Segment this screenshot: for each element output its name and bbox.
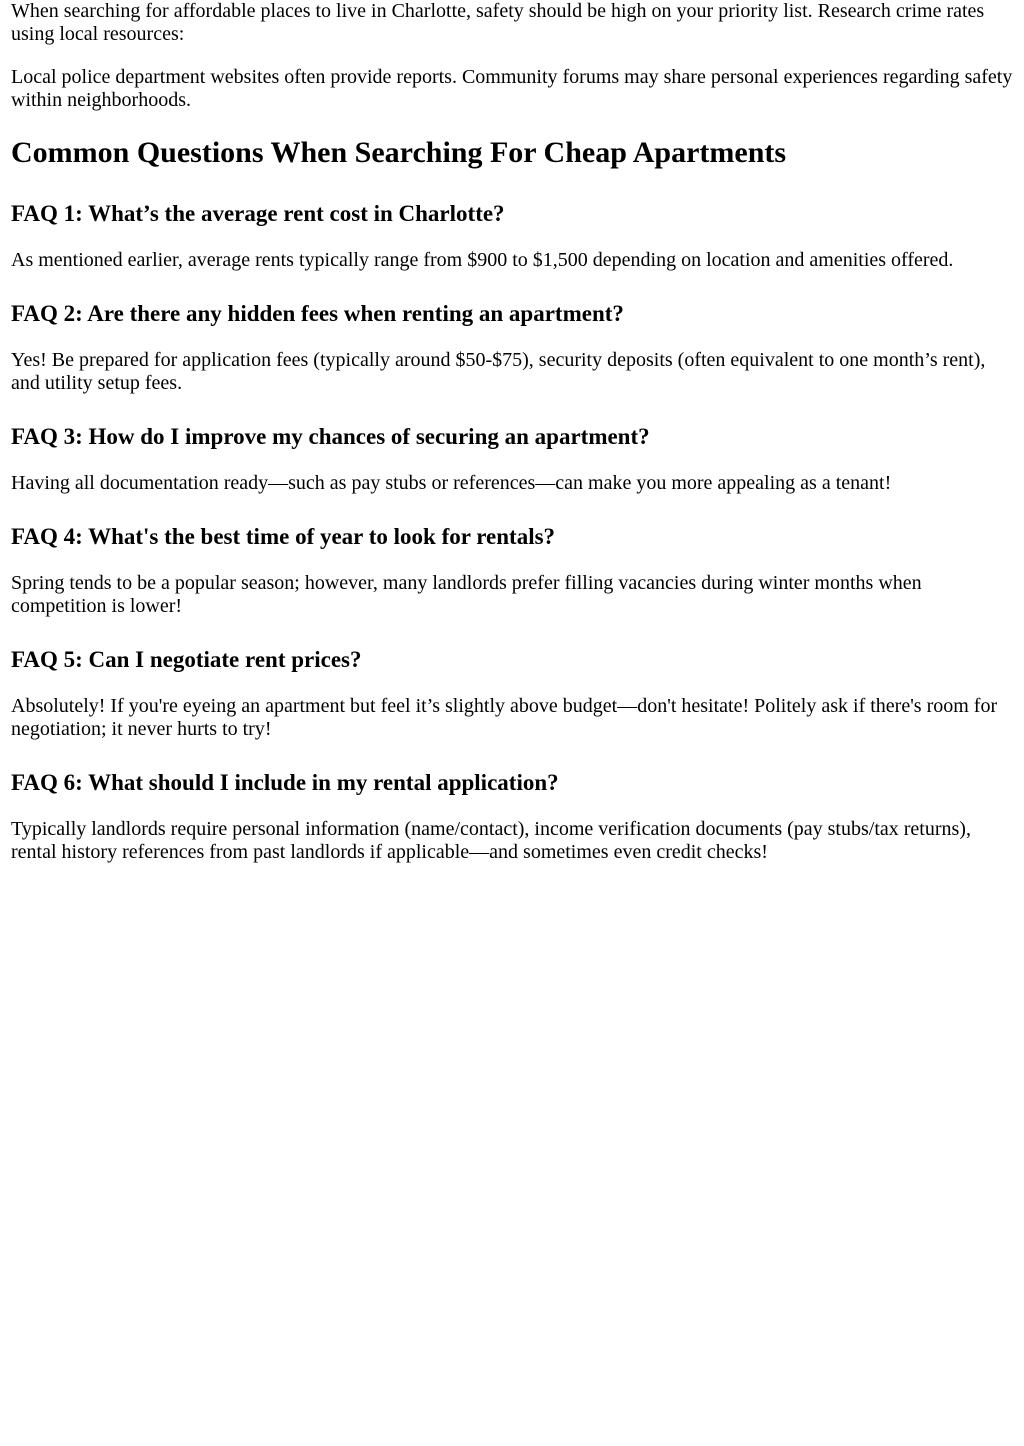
faq-answer: As mentioned earlier, average rents typically range from $900 to $1,500 depending on location and amenities offered. bbox=[11, 249, 954, 271]
faq-item bbox=[11, 769, 1013, 864]
faq-list bbox=[11, 200, 1013, 864]
faq-question: FAQ 3: How do I improve my chances of securing an apartment? bbox=[11, 424, 650, 449]
faq-question: FAQ 4: What's the best time of year to look for rentals? bbox=[11, 524, 556, 549]
intro-paragraph: Local police department websites often provide reports. Community forums may share personal experiences regarding safety within neighborhoods. bbox=[11, 66, 1013, 111]
faq-question: FAQ 2: Are there any hidden fees when renting an apartment? bbox=[11, 301, 624, 326]
faq-question: FAQ 1: What’s the average rent cost in Charlotte? bbox=[11, 201, 505, 226]
faq-item bbox=[11, 300, 1013, 395]
faq-answer: Yes! Be prepared for application fees (typically around $50-$75), security deposits (often equivalent to one month’s rent), and utility setup fees. bbox=[11, 349, 986, 394]
section-heading: Common Questions When Searching For Cheap Apartments bbox=[11, 136, 787, 169]
faq-item bbox=[11, 200, 1013, 272]
faq-answer: Spring tends to be a popular season; however, many landlords prefer filling vacancies during winter months when competition is lower! bbox=[11, 572, 922, 617]
faq-answer: Absolutely! If you're eyeing an apartment but feel it’s slightly above budget—don't hesitate! Politely ask if there's room for negotiation; it never hurts to try! bbox=[11, 695, 998, 740]
faq-item bbox=[11, 646, 1013, 741]
faq-answer: Having all documentation ready—such as pay stubs or references—can make you more appealing as a tenant! bbox=[11, 472, 892, 494]
faq-answer: Typically landlords require personal information (name/contact), income verification documents (pay stubs/tax returns), rental history references from past landlords if applicable—and sometimes even credit checks! bbox=[11, 818, 971, 863]
faq-item bbox=[11, 423, 1013, 495]
faq-question: FAQ 6: What should I include in my rental application? bbox=[11, 770, 559, 795]
faq-item bbox=[11, 523, 1013, 618]
intro-paragraph: When searching for affordable places to live in Charlotte, safety should be high on your priority list. Research crime rates using local resources: bbox=[11, 0, 985, 45]
faq-question: FAQ 5: Can I negotiate rent prices? bbox=[11, 647, 362, 672]
